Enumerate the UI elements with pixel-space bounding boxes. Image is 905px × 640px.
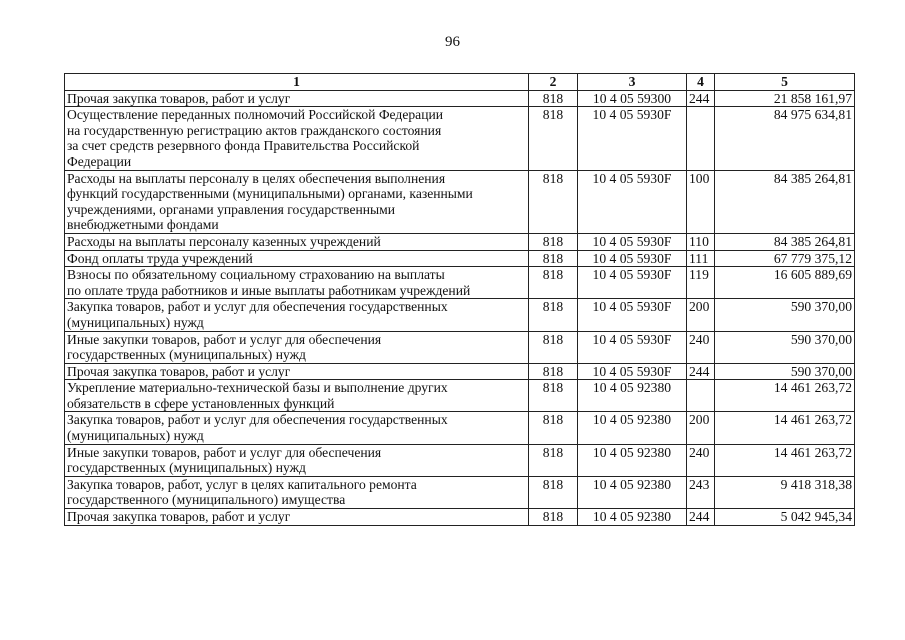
row-target-article-cell: 10 4 05 5930F bbox=[578, 233, 687, 250]
row-expense-type-cell: 200 bbox=[687, 299, 715, 331]
table-header-row bbox=[65, 74, 855, 91]
row-amount-cell: 84 385 264,81 bbox=[715, 233, 855, 250]
row-target-article-cell: 10 4 05 92380 bbox=[578, 509, 687, 526]
header-col-3: 3 bbox=[578, 74, 687, 91]
row-name-cell: Иные закупки товаров, работ и услуг для обеспечения государственных (муниципальных) нужд bbox=[65, 331, 529, 363]
row-vedomstvo-cell: 818 bbox=[529, 476, 578, 508]
row-amount-cell: 84 975 634,81 bbox=[715, 107, 855, 170]
row-vedomstvo-cell: 818 bbox=[529, 107, 578, 170]
row-expense-type-cell: 100 bbox=[687, 170, 715, 233]
budget-table bbox=[64, 73, 855, 526]
row-amount-cell: 590 370,00 bbox=[715, 331, 855, 363]
table-row bbox=[65, 444, 855, 476]
row-name-cell: Взносы по обязательному социальному страхованию на выплаты по оплате труда работников и иные выплаты работникам учреждений bbox=[65, 267, 529, 299]
row-vedomstvo-cell: 818 bbox=[529, 363, 578, 380]
row-vedomstvo-cell: 818 bbox=[529, 331, 578, 363]
row-vedomstvo-cell: 818 bbox=[529, 170, 578, 233]
row-target-article-cell: 10 4 05 5930F bbox=[578, 299, 687, 331]
row-target-article-cell: 10 4 05 5930F bbox=[578, 363, 687, 380]
row-target-article-cell: 10 4 05 5930F bbox=[578, 170, 687, 233]
row-target-article-cell: 10 4 05 59300 bbox=[578, 90, 687, 107]
row-vedomstvo-cell: 818 bbox=[529, 299, 578, 331]
row-amount-cell: 16 605 889,69 bbox=[715, 267, 855, 299]
table-row bbox=[65, 299, 855, 331]
header-col-2: 2 bbox=[529, 74, 578, 91]
row-vedomstvo-cell: 818 bbox=[529, 444, 578, 476]
row-expense-type-cell: 200 bbox=[687, 412, 715, 444]
row-target-article-cell: 10 4 05 92380 bbox=[578, 444, 687, 476]
row-amount-cell: 67 779 375,12 bbox=[715, 250, 855, 267]
row-target-article-cell: 10 4 05 5930F bbox=[578, 267, 687, 299]
row-name-cell: Прочая закупка товаров, работ и услуг bbox=[65, 363, 529, 380]
row-amount-cell: 9 418 318,38 bbox=[715, 476, 855, 508]
row-amount-cell: 5 042 945,34 bbox=[715, 509, 855, 526]
page-number: 96 bbox=[445, 34, 460, 50]
row-expense-type-cell: 240 bbox=[687, 444, 715, 476]
row-expense-type-cell bbox=[687, 380, 715, 412]
table-row bbox=[65, 267, 855, 299]
row-vedomstvo-cell: 818 bbox=[529, 509, 578, 526]
row-name-cell: Расходы на выплаты персоналу казенных учреждений bbox=[65, 233, 529, 250]
row-name-cell: Фонд оплаты труда учреждений bbox=[65, 250, 529, 267]
row-name-cell: Осуществление переданных полномочий Российской Федерации на государственную регистрацию актов гражданского состояния за счет средств резервного фонда Правительства Российской Федерации bbox=[65, 107, 529, 170]
row-amount-cell: 21 858 161,97 bbox=[715, 90, 855, 107]
row-amount-cell: 84 385 264,81 bbox=[715, 170, 855, 233]
row-amount-cell: 590 370,00 bbox=[715, 363, 855, 380]
table-row bbox=[65, 170, 855, 233]
row-amount-cell: 14 461 263,72 bbox=[715, 412, 855, 444]
row-amount-cell: 14 461 263,72 bbox=[715, 380, 855, 412]
table-row bbox=[65, 331, 855, 363]
row-name-cell: Иные закупки товаров, работ и услуг для обеспечения государственных (муниципальных) нужд bbox=[65, 444, 529, 476]
row-expense-type-cell: 110 bbox=[687, 233, 715, 250]
row-expense-type-cell: 243 bbox=[687, 476, 715, 508]
header-col-4: 4 bbox=[687, 74, 715, 91]
row-expense-type-cell: 244 bbox=[687, 90, 715, 107]
row-target-article-cell: 10 4 05 5930F bbox=[578, 331, 687, 363]
row-vedomstvo-cell: 818 bbox=[529, 380, 578, 412]
row-name-cell: Прочая закупка товаров, работ и услуг bbox=[65, 90, 529, 107]
table-body bbox=[65, 90, 855, 525]
row-expense-type-cell: 240 bbox=[687, 331, 715, 363]
row-name-cell: Закупка товаров, работ и услуг для обеспечения государственных (муниципальных) нужд bbox=[65, 412, 529, 444]
row-target-article-cell: 10 4 05 5930F bbox=[578, 250, 687, 267]
row-vedomstvo-cell: 818 bbox=[529, 90, 578, 107]
row-expense-type-cell: 244 bbox=[687, 509, 715, 526]
row-vedomstvo-cell: 818 bbox=[529, 267, 578, 299]
row-target-article-cell: 10 4 05 92380 bbox=[578, 380, 687, 412]
row-expense-type-cell: 119 bbox=[687, 267, 715, 299]
table-row bbox=[65, 250, 855, 267]
header-col-5: 5 bbox=[715, 74, 855, 91]
table-row bbox=[65, 412, 855, 444]
table-row bbox=[65, 380, 855, 412]
table-row bbox=[65, 90, 855, 107]
table-row bbox=[65, 363, 855, 380]
row-name-cell: Укрепление материально-технической базы и выполнение других обязательств в сфере установленных функций bbox=[65, 380, 529, 412]
row-target-article-cell: 10 4 05 5930F bbox=[578, 107, 687, 170]
table-row bbox=[65, 476, 855, 508]
table-row bbox=[65, 107, 855, 170]
table-row bbox=[65, 509, 855, 526]
table-row bbox=[65, 233, 855, 250]
row-name-cell: Закупка товаров, работ и услуг для обеспечения государственных (муниципальных) нужд bbox=[65, 299, 529, 331]
row-target-article-cell: 10 4 05 92380 bbox=[578, 412, 687, 444]
row-amount-cell: 14 461 263,72 bbox=[715, 444, 855, 476]
row-expense-type-cell: 111 bbox=[687, 250, 715, 267]
row-vedomstvo-cell: 818 bbox=[529, 250, 578, 267]
row-vedomstvo-cell: 818 bbox=[529, 412, 578, 444]
row-expense-type-cell: 244 bbox=[687, 363, 715, 380]
row-name-cell: Расходы на выплаты персоналу в целях обеспечения выполнения функций государственными (муниципальными) органами, казенными учреждениями, органами управления государственными внебюджетными фондами bbox=[65, 170, 529, 233]
row-amount-cell: 590 370,00 bbox=[715, 299, 855, 331]
row-expense-type-cell bbox=[687, 107, 715, 170]
row-target-article-cell: 10 4 05 92380 bbox=[578, 476, 687, 508]
header-col-1: 1 bbox=[65, 74, 529, 91]
row-name-cell: Закупка товаров, работ, услуг в целях капитального ремонта государственного (муниципального) имущества bbox=[65, 476, 529, 508]
row-name-cell: Прочая закупка товаров, работ и услуг bbox=[65, 509, 529, 526]
row-vedomstvo-cell: 818 bbox=[529, 233, 578, 250]
